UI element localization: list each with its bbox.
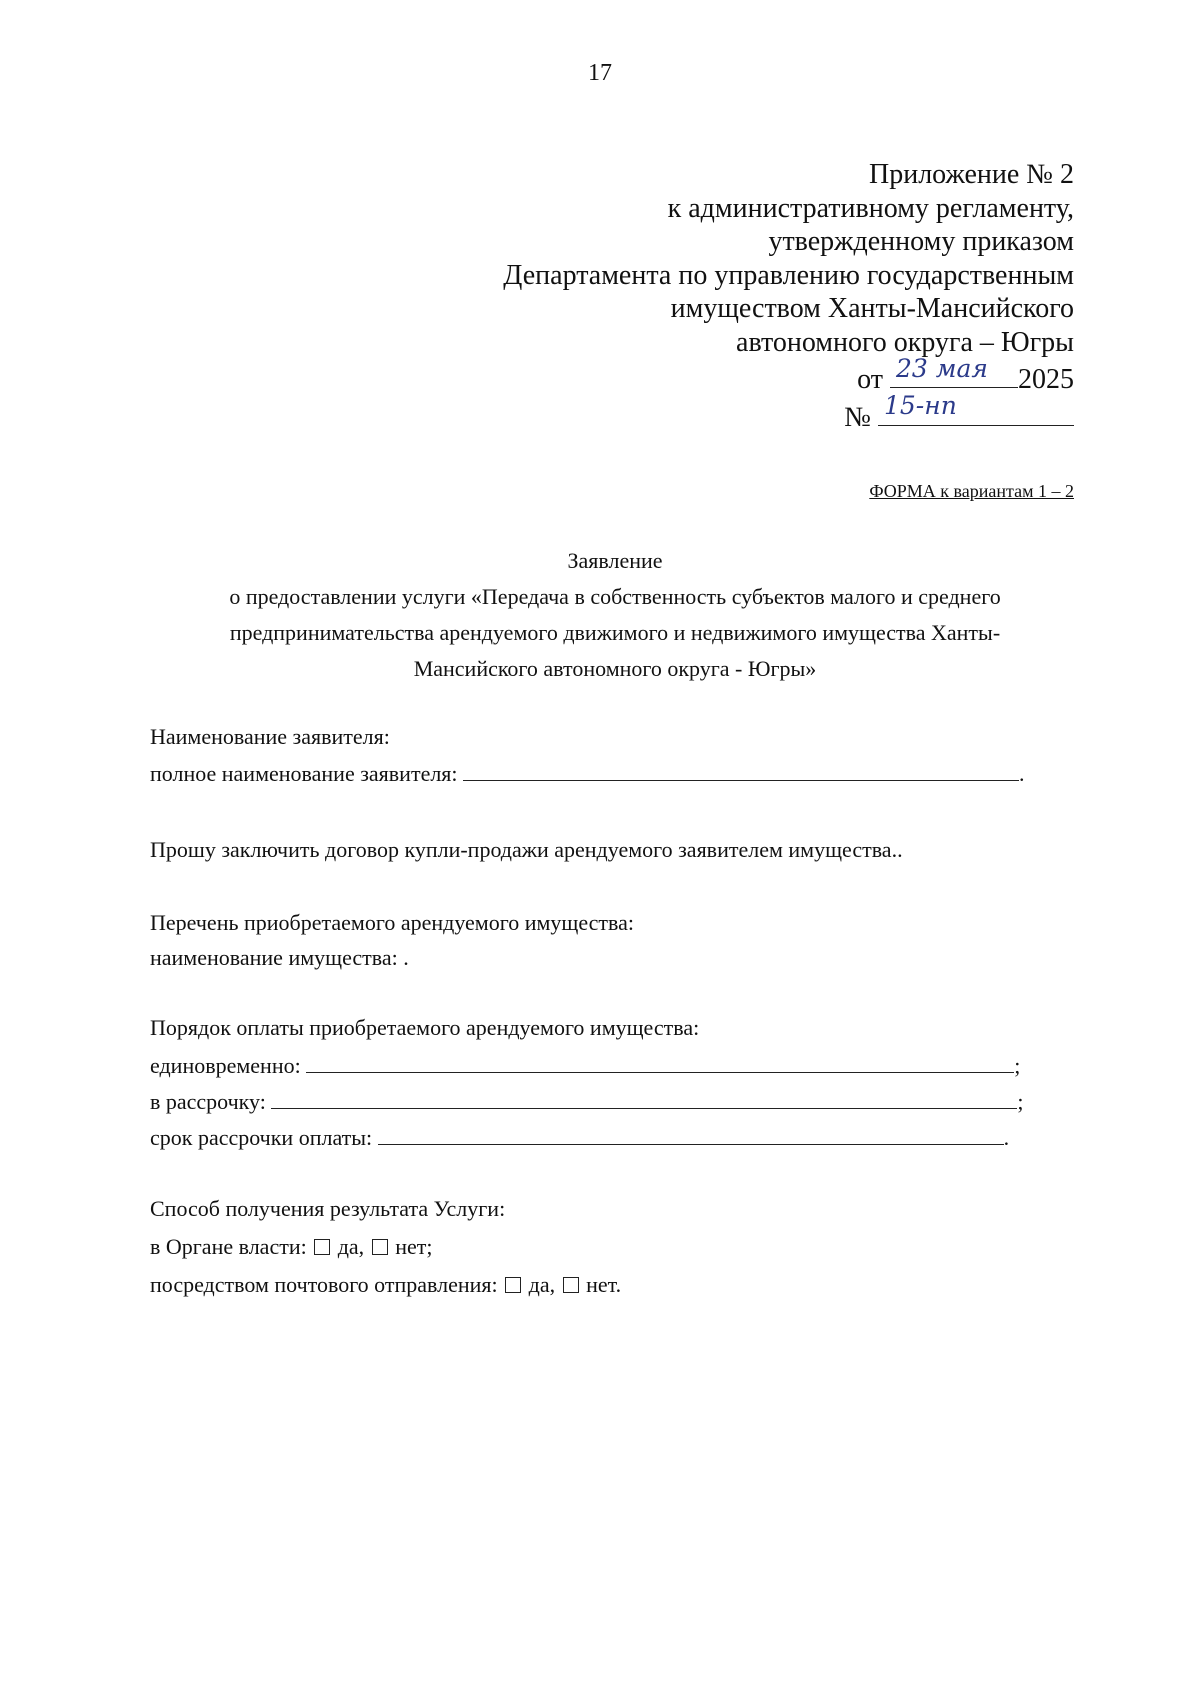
number-prefix: № xyxy=(844,401,871,433)
result-authority-row xyxy=(150,1234,432,1260)
applicant-full-name-row xyxy=(150,760,1025,787)
installments-label: в рассрочку: xyxy=(150,1089,266,1114)
result-heading: Способ получения результата Услуги: xyxy=(150,1196,506,1221)
date-fill-line xyxy=(890,353,1018,388)
full-name-field[interactable] xyxy=(463,760,1019,781)
mail-no-label: нет. xyxy=(586,1272,622,1297)
mail-no-checkbox[interactable] xyxy=(563,1277,579,1293)
annex-title: Приложение № 2 xyxy=(869,159,1074,190)
annex-line-3: утвержденному приказом xyxy=(768,226,1074,257)
authority-yes-label: да, xyxy=(337,1234,365,1259)
installment-term-field[interactable] xyxy=(378,1124,1004,1145)
authority-yes-checkbox[interactable] xyxy=(314,1239,330,1255)
annex-header xyxy=(503,158,1074,434)
application-heading: Заявление xyxy=(567,548,663,573)
handwritten-number: 15-нп xyxy=(884,391,957,420)
installment-term-end: . xyxy=(1003,1125,1010,1150)
authority-no-checkbox[interactable] xyxy=(372,1239,388,1255)
handwritten-date: 23 мая xyxy=(896,353,988,383)
authority-no-label: нет; xyxy=(395,1234,433,1259)
mail-yes-checkbox[interactable] xyxy=(505,1277,521,1293)
installments-row xyxy=(150,1088,1024,1115)
number-fill-line xyxy=(878,391,1074,426)
annex-line-2: к административному регламенту, xyxy=(667,192,1074,224)
title-line-1: о предоставлении услуги «Передача в собственность субъектов малого и среднего xyxy=(229,584,1001,609)
full-name-end: . xyxy=(1019,761,1025,786)
installment-term-label: срок рассрочки оплаты: xyxy=(150,1125,373,1150)
annex-line-5: имуществом Ханты-Мансийского xyxy=(670,293,1074,324)
title-line-2: предпринимательства арендуемого движимого и недвижимого имущества Ханты- xyxy=(229,620,1001,645)
request-text: Прошу заключить договор купли-продажи арендуемого заявителем имущества.. xyxy=(150,837,903,862)
lump-sum-label: единовременно: xyxy=(150,1053,301,1078)
date-prefix: от xyxy=(857,364,883,395)
lump-sum-row xyxy=(150,1052,1020,1079)
installments-field[interactable] xyxy=(271,1088,1017,1109)
lump-sum-end: ; xyxy=(1014,1053,1021,1078)
installment-term-row xyxy=(150,1124,1009,1151)
result-mail-row xyxy=(150,1272,621,1298)
installments-end: ; xyxy=(1017,1089,1024,1114)
date-year: 2025 xyxy=(1018,364,1074,395)
mail-label: посредством почтового отправления: xyxy=(150,1272,498,1297)
title-line-3: Мансийского автономного округа - Югры» xyxy=(413,656,817,681)
payment-heading: Порядок оплаты приобретаемого арендуемого имущества: xyxy=(150,1015,700,1040)
full-name-label: полное наименование заявителя: xyxy=(150,761,458,786)
mail-yes-label: да, xyxy=(528,1272,556,1297)
property-name-label: наименование имущества: . xyxy=(150,945,409,970)
property-heading: Перечень приобретаемого арендуемого имущества: xyxy=(150,910,634,935)
authority-label: в Органе власти: xyxy=(150,1234,307,1259)
applicant-heading: Наименование заявителя: xyxy=(150,724,390,749)
form-variant-tag: ФОРМА к вариантам 1 – 2 xyxy=(869,481,1074,501)
annex-date-row xyxy=(503,353,1074,397)
annex-line-6: автономного округа – Югры xyxy=(736,326,1074,358)
lump-sum-field[interactable] xyxy=(306,1052,1014,1073)
annex-number-row xyxy=(503,391,1074,435)
page-number: 17 xyxy=(588,60,612,86)
annex-line-4: Департамента по управлению государственным xyxy=(503,259,1074,291)
